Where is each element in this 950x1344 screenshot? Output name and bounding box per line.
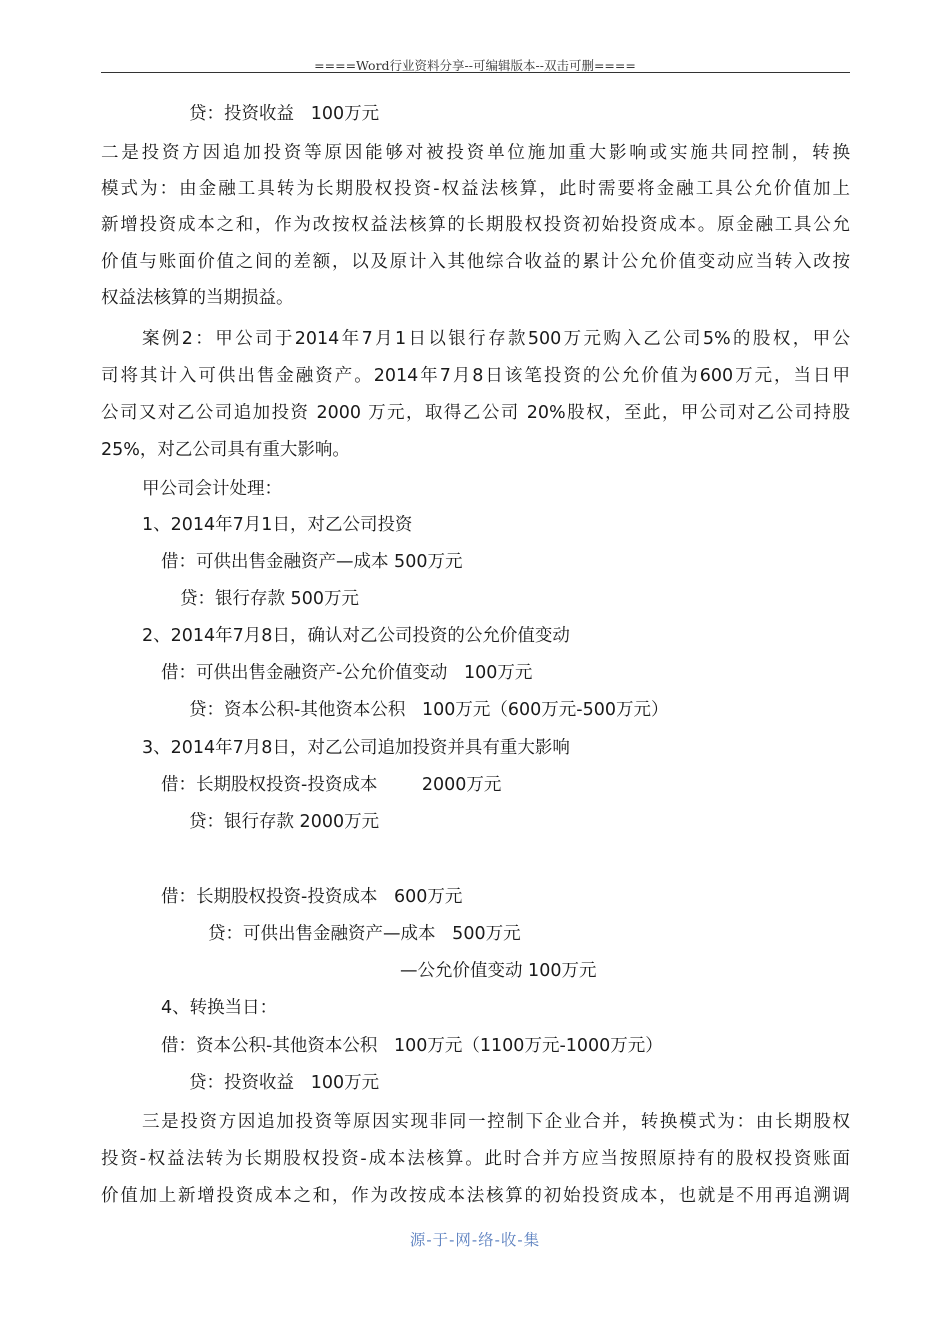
debit-entry: 借：资本公积-其他资本公积 100万元（1100万元-1000万元） [161,1036,663,1056]
paragraph-line: 价值与账面价值之间的差额，以及原计入其他综合收益的累计公允价值变动应当转入改按 [101,252,850,272]
header-rule [101,72,850,73]
credit-line: 贷：投资收益 100万元 [189,104,380,124]
paragraph-line: 25%，对乙公司具有重大影响。 [101,440,350,460]
paragraph-line: 司将其计入可供出售金融资产。2014年7月8日该笔投资的公允价值为600万元，当日甲 [101,366,850,386]
step-heading: 3、2014年7月8日，对乙公司追加投资并具有重大影响 [142,738,570,758]
paragraph-line: 案例2：甲公司于2014年7月1日以银行存款500万元购入乙公司5%的股权，甲公 [142,329,850,349]
credit-entry: 贷：银行存款 500万元 [180,589,359,609]
paragraph-line: 权益法核算的当期损益。 [101,288,294,308]
paragraph-line: 公司又对乙公司追加投资 2000 万元，取得乙公司 20%股权，至此，甲公司对乙公司持股 [101,403,850,423]
credit-entry: 贷：资本公积-其他资本公积 100万元（600万元-500万元） [189,700,669,720]
credit-entry: —公允价值变动 100万元 [400,961,597,981]
step-heading: 2、2014年7月8日，确认对乙公司投资的公允价值变动 [142,626,570,646]
paragraph-line: 投资-权益法转为长期股权投资-成本法核算。此时合并方应当按照原持有的股权投资账面 [101,1149,850,1169]
page-footer: 源-于-网-络-收-集 [409,1231,541,1249]
debit-entry: 借：可供出售金融资产—成本 500万元 [161,552,463,572]
paragraph-line: 三是投资方因追加投资等原因实现非同一控制下企业合并，转换模式为：由长期股权 [142,1112,850,1132]
credit-entry: 贷：银行存款 2000万元 [189,812,380,832]
debit-entry: 借：可供出售金融资产-公允价值变动 100万元 [161,663,533,683]
debit-entry: 借：长期股权投资-投资成本 2000万元 [161,775,502,795]
paragraph-line: 价值加上新增投资成本之和，作为改按成本法核算的初始投资成本，也就是不用再追溯调 [101,1186,850,1206]
paragraph-line: 模式为：由金融工具转为长期股权投资-权益法核算，此时需要将金融工具公允价值加上 [101,179,850,199]
step-heading: 1、2014年7月1日，对乙公司投资 [142,515,413,535]
step-heading: 4、转换当日： [161,998,278,1018]
credit-entry: 贷：投资收益 100万元 [189,1073,380,1093]
section-heading: 甲公司会计处理： [142,479,282,499]
credit-entry: 贷：可供出售金融资产—成本 500万元 [208,924,521,944]
paragraph-line: 新增投资成本之和，作为改按权益法核算的长期股权投资初始投资成本。原金融工具公允 [101,215,850,235]
debit-entry: 借：长期股权投资-投资成本 600万元 [161,887,463,907]
paragraph-line: 二是投资方因追加投资等原因能够对被投资单位施加重大影响或实施共同控制，转换 [101,143,850,163]
header-text: ====Word行业资料分享--可编辑版本--双击可删==== [314,58,636,73]
